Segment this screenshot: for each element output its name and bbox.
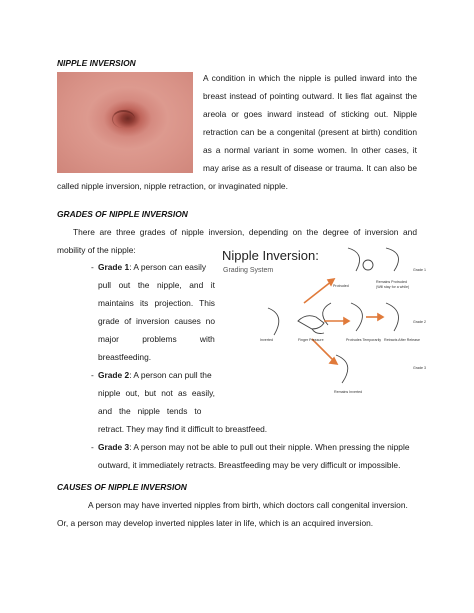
label-grade3: Grade 3: [413, 366, 426, 370]
grade2-label: Grade 2: [98, 370, 130, 380]
grade1-line-5: major problems with: [98, 334, 215, 344]
label-protruded: Protruded: [333, 284, 349, 288]
causes-line-2: Or, a person may develop inverted nipples later in life, which is an acquired inversion.: [57, 518, 374, 528]
label-remains-protruded: Remains Protruded: [376, 280, 407, 284]
label-remains-inverted: Remains Inverted: [334, 390, 363, 394]
label-remains-protruded-note: (Will stay for a while): [376, 285, 410, 289]
arrow-to-grade3: [312, 339, 334, 361]
label-grade1: Grade 1: [413, 268, 426, 272]
breast-outline-grade3: [336, 355, 348, 383]
grade3-text-1: : A person may not be able to pull out their nipple. When pressing the nipple: [129, 442, 410, 452]
grade2-text-1: : A person can pull the: [129, 370, 212, 380]
grade2-line-3: and the nipple tends to: [98, 406, 202, 416]
inversion-line-1: A condition in which the nipple is pulled inward into the: [203, 73, 417, 83]
arrow-to-grade1: [304, 281, 332, 303]
inversion-line-7: called nipple inversion, nipple retraction, or invaginated nipple.: [57, 181, 288, 191]
label-inverted: Inverted: [260, 338, 273, 342]
grades-intro-line-1: There are three grades of nipple inversion, depending on the degree of inversion and: [73, 227, 417, 237]
breast-outline-top: [348, 248, 360, 271]
bullet-grade-3: -: [91, 442, 94, 452]
diagram-subtitle: Grading System: [223, 267, 274, 274]
hand-icon: [298, 316, 324, 334]
zoom-circle-icon: [363, 260, 373, 270]
inversion-line-2: breast instead of pointing outward. It lies flat against the: [203, 91, 417, 101]
heading-causes: CAUSES OF NIPPLE INVERSION: [57, 482, 187, 492]
grade1-line-2: pull out the nipple, and it: [98, 280, 215, 290]
bullet-grade-2: -: [91, 370, 94, 380]
causes-line-1: A person may have inverted nipples from birth, which doctors call congenital inversion.: [88, 500, 408, 510]
arrowhead-release: [378, 314, 383, 320]
grade2-line-4: retract. They may find it difficult to breastfeed.: [98, 424, 268, 434]
breast-outline-inverted: [268, 308, 279, 335]
grade1-text-1: : A person can easily: [129, 262, 207, 272]
grade1-line-1: [98, 262, 215, 273]
heading-nipple-inversion: NIPPLE INVERSION: [57, 58, 136, 68]
label-finger-pressure: Finger Pressure: [298, 338, 324, 342]
grades-intro-line-2: mobility of the nipple:: [57, 245, 136, 255]
inversion-line-4: retraction can be a congenital (present at birth) condition: [203, 127, 417, 137]
label-protrudes-temporarily: Protrudes Temporarily: [346, 338, 382, 342]
label-grade2: Grade 2: [413, 320, 426, 324]
grading-diagram: [216, 243, 430, 411]
breast-outline-grade1: [386, 248, 399, 271]
bullet-grade-1: -: [91, 262, 94, 272]
nipple-fold-shape: [112, 110, 135, 128]
breast-outline-grade2a: [351, 303, 362, 331]
grade1-label: Grade 1: [98, 262, 130, 272]
grade3-label: Grade 3: [98, 442, 130, 452]
inversion-line-3: areola or goes inward instead of sticking out. Nipple: [203, 109, 417, 119]
grade2-line-2: nipple out, but not as easily,: [98, 388, 215, 398]
breast-outline-grade2b: [386, 303, 399, 331]
diagram-title: Nipple Inversion:: [222, 248, 319, 263]
label-retracts-after-release: Retracts After Release: [384, 338, 420, 342]
arrowhead-grade2: [344, 318, 349, 324]
grade1-line-4: grade of inversion causes no: [98, 316, 215, 326]
grade1-line-6: breastfeeding.: [98, 352, 152, 362]
grade3-line-1: [98, 442, 409, 453]
inverted-nipple-photo: [57, 72, 193, 173]
inversion-line-6: may arise as a result of disease or trauma. It can also be: [203, 163, 417, 173]
heading-grades: GRADES OF NIPPLE INVERSION: [57, 209, 188, 219]
grade2-line-1: [98, 370, 215, 381]
grade1-line-3: maintains its projection. This: [98, 298, 215, 308]
grade3-line-2: outward, it immediately retracts. Breastfeeding may be very difficult or impossible.: [98, 460, 401, 470]
inversion-line-5: as a normal variant in some women. In other cases, it: [203, 145, 417, 155]
